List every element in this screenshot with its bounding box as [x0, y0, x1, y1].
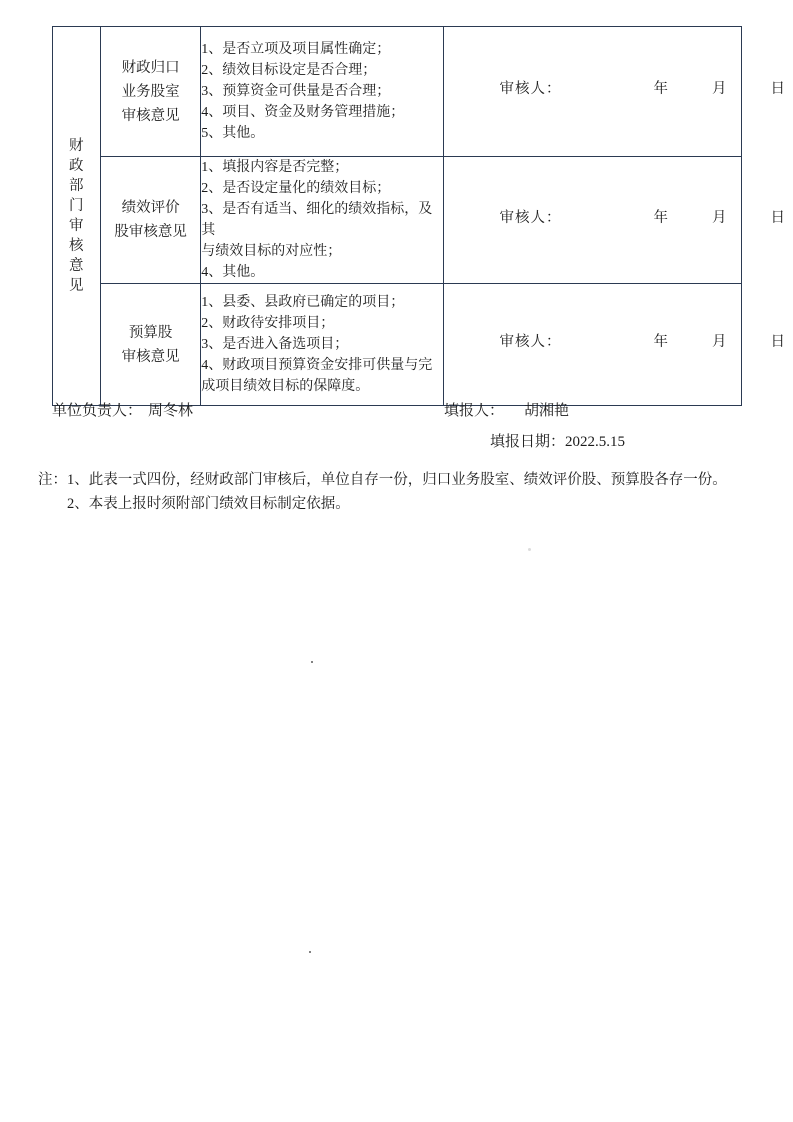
filler-name: 胡湘艳	[524, 403, 570, 419]
page-speck	[528, 548, 531, 551]
group-label-char: 意	[69, 258, 85, 274]
criteria-item: 2、绩效目标设定是否合理；	[201, 63, 377, 78]
criteria-item: 1、县委、县政府已确定的项目；	[201, 295, 405, 310]
reviewer-label: 审核人：	[499, 209, 562, 226]
day-label: 日	[770, 81, 786, 97]
criteria-item: 2、是否设定量化的绩效目标；	[201, 181, 391, 196]
criteria-item: 4、项目、资金及财务管理措施；	[201, 105, 405, 120]
signature-row	[444, 80, 786, 103]
criteria-list-business-office	[201, 27, 443, 157]
signature-area-budget-office[interactable]	[443, 284, 786, 406]
criteria-item: 2、财政待安排项目；	[201, 316, 335, 331]
group-label-char: 核	[69, 238, 85, 254]
signature-row	[444, 209, 786, 232]
row-group-label	[53, 27, 101, 406]
group-label-char: 财	[69, 138, 85, 154]
signature-row	[444, 333, 786, 356]
month-label: 月	[712, 81, 727, 97]
row-label-line: 绩效评价	[121, 200, 180, 216]
criteria-item: 成项目绩效目标的保障度。	[201, 379, 370, 394]
year-label: 年	[653, 334, 669, 350]
row-label-line: 审核意见	[121, 348, 180, 365]
criteria-item: 5、其他。	[201, 126, 265, 141]
unit-head-name: 周冬林	[148, 403, 194, 419]
month-label: 月	[712, 209, 727, 226]
criteria-item: 1、是否立项及项目属性确定；	[201, 42, 391, 57]
footnotes	[38, 468, 750, 516]
criteria-item: 4、财政项目预算资金安排可供量与完	[201, 358, 433, 373]
signature-area-business-office[interactable]	[443, 27, 786, 157]
criteria-list-budget-office	[201, 284, 443, 406]
criteria-list-performance-evaluation	[201, 157, 443, 284]
row-label-line: 股审核意见	[114, 224, 187, 240]
reviewer-label: 审核人：	[499, 81, 562, 97]
row-label-line: 业务股室	[121, 83, 180, 100]
footnote-item: 2、本表上报时须附部门绩效目标制定依据。	[67, 496, 350, 512]
row-label-business-office	[101, 27, 201, 157]
row-label-line: 预算股	[128, 324, 173, 341]
report-date-label: 填报日期：	[490, 434, 566, 450]
group-label-char: 部	[69, 178, 85, 194]
criteria-item: 3、是否进入备选项目；	[201, 337, 349, 352]
row-label-line: 财政归口	[121, 59, 180, 76]
day-label: 日	[770, 209, 786, 226]
report-date-value: 2022.5.15	[565, 434, 626, 450]
report-date-field	[490, 430, 625, 451]
group-label-char: 见	[69, 278, 85, 294]
table-row	[53, 27, 742, 157]
criteria-item: 4、其他。	[201, 265, 265, 280]
table-row	[53, 157, 742, 284]
year-label: 年	[653, 81, 669, 97]
group-label-char: 门	[69, 198, 85, 214]
row-label-line: 审核意见	[121, 107, 180, 124]
criteria-item: 与绩效目标的对应性；	[201, 244, 342, 259]
unit-head-field	[52, 400, 193, 422]
signature-area-performance-evaluation[interactable]	[443, 157, 786, 284]
criteria-item: 3、是否有适当、细化的绩效指标，及其	[201, 202, 433, 238]
group-label-char: 审	[69, 218, 85, 234]
unit-head-label: 单位负责人：	[52, 403, 143, 419]
row-label-performance-evaluation	[101, 157, 201, 284]
row-label-budget-office	[101, 284, 201, 406]
day-label: 日	[770, 334, 786, 350]
page-mark-dot	[309, 951, 311, 953]
page-mark-dot	[311, 661, 313, 663]
reviewer-label: 审核人：	[499, 334, 562, 350]
table-row	[53, 284, 742, 406]
filler-label: 填报人：	[444, 403, 505, 419]
group-label-char: 政	[69, 158, 85, 174]
filler-field	[444, 400, 569, 422]
month-label: 月	[712, 334, 727, 350]
year-label: 年	[653, 209, 669, 226]
finance-review-table	[52, 26, 786, 406]
criteria-item: 3、预算资金可供量是否合理；	[201, 84, 391, 99]
footnote-item: 注：1、此表一式四份，经财政部门审核后，单位自存一份，归口业务股室、绩效评价股、预算股各存一份。	[38, 472, 727, 488]
criteria-item: 1、填报内容是否完整；	[201, 160, 349, 175]
